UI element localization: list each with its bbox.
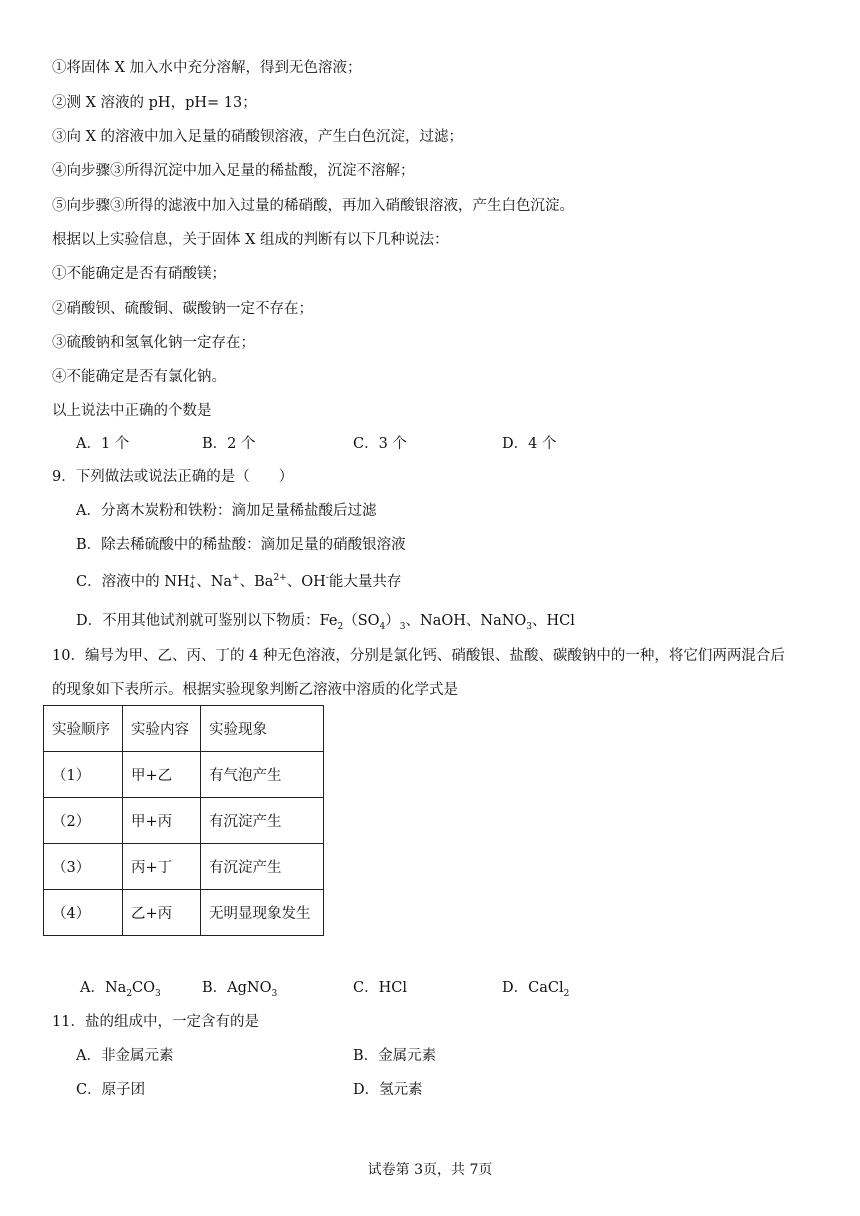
- q11-option-a: A．非金属元素: [76, 1048, 174, 1064]
- oh-charge: -: [325, 573, 329, 584]
- q9-option-d-rest1: 、NaOH、NaNO: [405, 613, 527, 629]
- q8-claim-3: ③硫酸钠和氢氧化钠一定存在；: [52, 335, 255, 351]
- q10-stem-line-1: 10．编号为甲、乙、丙、丁的 4 种无色溶液，分别是氯化钙、硝酸银、盐酸、碳酸钠中的一种，将它们两两混合后: [52, 648, 785, 664]
- q10-stem-line-2: 的现象如下表所示。根据实验现象判断乙溶液中溶质的化学式是: [52, 682, 458, 698]
- q9-option-c-suffix: 能大量共存: [328, 574, 402, 590]
- table-cell: （4）: [44, 890, 123, 936]
- no3-subscript: 3: [526, 621, 533, 632]
- q9-option-c-prefix: C．溶液中的 NH: [76, 574, 190, 590]
- table-cell: 有气泡产生: [201, 752, 324, 798]
- q9-option-b: B．除去稀硫酸中的稀盐酸：滴加足量的硝酸银溶液: [76, 537, 406, 553]
- q10-option-a-mid: CO: [132, 980, 156, 996]
- table-cell: （3）: [44, 844, 123, 890]
- table-cell: 乙+丙: [123, 890, 201, 936]
- table-cell: 有沉淀产生: [201, 844, 324, 890]
- na-charge: +: [232, 573, 240, 584]
- table-cell: 甲+丙: [123, 798, 201, 844]
- q9-option-c: [76, 572, 401, 592]
- q8-step-5: ⑤向步骤③所得的滤液中加入过量的稀硝酸，再加入硝酸银溶液，产生白色沉淀。: [52, 198, 574, 214]
- table-row: [44, 752, 324, 798]
- q8-claim-2: ②硝酸钡、硫酸铜、碳酸钠一定不存在；: [52, 301, 313, 317]
- table-cell: 丙+丁: [123, 844, 201, 890]
- q9-option-c-sep3: 、OH: [286, 574, 326, 590]
- q10-option-c: C．HCl: [353, 980, 407, 996]
- na2-subscript: 2: [126, 988, 133, 999]
- q9-option-d: [76, 611, 575, 631]
- q9-option-c-sep1: 、Na: [196, 574, 233, 590]
- q10-option-a-prefix: A．Na: [80, 980, 127, 996]
- q11-option-d: D．氢元素: [353, 1082, 423, 1098]
- so4-subscript: 4: [379, 621, 386, 632]
- table-header: 实验顺序: [44, 706, 123, 752]
- q8-question: 以上说法中正确的个数是: [52, 403, 212, 419]
- q8-intro: 根据以上实验信息，关于固体 X 组成的判断有以下几种说法：: [52, 232, 449, 248]
- q8-claim-4: ④不能确定是否有氯化钠。: [52, 369, 226, 385]
- nh4-charge: +: [189, 573, 197, 582]
- q8-option-b: B．2 个: [202, 436, 256, 452]
- q8-claim-1: ①不能确定是否有硝酸镁；: [52, 266, 226, 282]
- q8-step-3: ③向 X 的溶液中加入足量的硝酸钡溶液，产生白色沉淀，过滤；: [52, 129, 464, 145]
- so4-open: （SO: [343, 613, 380, 629]
- q8-option-c: C．3 个: [353, 436, 407, 452]
- q11-option-b: B．金属元素: [353, 1048, 437, 1064]
- q11-option-c: C．原子团: [76, 1082, 146, 1098]
- table-row: [44, 798, 324, 844]
- q9-option-d-rest2: 、HCl: [532, 613, 575, 629]
- q8-step-2: ②测 X 溶液的 pH，pH= 13；: [52, 95, 257, 111]
- co3-subscript: 3: [155, 988, 161, 999]
- q8-step-1: ①将固体 X 加入水中充分溶解，得到无色溶液；: [52, 60, 362, 76]
- table-row: [44, 844, 324, 890]
- table-cell: 有沉淀产生: [201, 798, 324, 844]
- ba-charge: 2+: [273, 573, 287, 584]
- table-cell: 无明显现象发生: [201, 890, 324, 936]
- table-header-row: [44, 706, 324, 752]
- so4-close: ）: [385, 613, 400, 629]
- table-row: [44, 890, 324, 936]
- nh4-subscript: 4: [189, 581, 195, 590]
- so4-paren-subscript: 3: [399, 621, 406, 632]
- table-cell: （1）: [44, 752, 123, 798]
- q10-option-a: [80, 978, 161, 998]
- q8-step-4: ④向步骤③所得沉淀中加入足量的稀盐酸，沉淀不溶解；: [52, 163, 415, 179]
- q10-option-b: [202, 978, 277, 998]
- table-cell: （2）: [44, 798, 123, 844]
- q8-option-a: A．1 个: [76, 436, 130, 452]
- table-cell: 甲+乙: [123, 752, 201, 798]
- q8-option-d: D．4 个: [502, 436, 557, 452]
- q9-option-a: A．分离木炭粉和铁粉：滴加足量稀盐酸后过滤: [76, 503, 377, 519]
- table-header: 实验内容: [123, 706, 201, 752]
- page-footer: 试卷第 3页，共 7页: [367, 1162, 493, 1178]
- q10-option-b-prefix: B．AgNO: [202, 980, 272, 996]
- experiment-table: [43, 705, 324, 936]
- q11-stem: 11．盐的组成中，一定含有的是: [52, 1014, 259, 1030]
- q10-option-d-prefix: D．CaCl: [502, 980, 564, 996]
- q9-option-d-prefix: D．不用其他试剂就可鉴别以下物质：Fe: [76, 613, 338, 629]
- no3-subscript: 3: [271, 988, 278, 999]
- q9-stem: 9．下列做法或说法正确的是（ ）: [52, 469, 294, 485]
- cl2-subscript: 2: [563, 988, 570, 999]
- q9-option-c-sep2: 、Ba: [239, 574, 274, 590]
- table-header: 实验现象: [201, 706, 324, 752]
- fe-subscript: 2: [337, 621, 344, 632]
- q10-option-d: [502, 978, 569, 998]
